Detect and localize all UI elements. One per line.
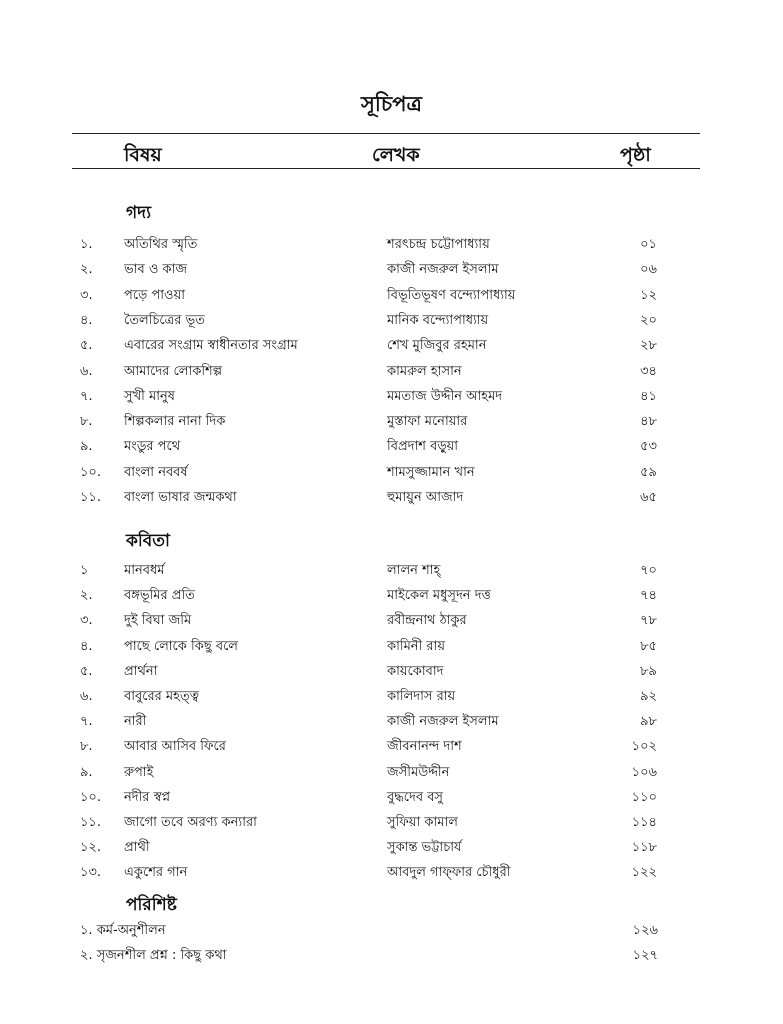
entry-page: ১১৪	[631, 815, 657, 830]
entry-author: কাজী নজরুল ইসলাম	[387, 714, 499, 730]
appendix-label: ১. কর্ম-অনুশীলন	[80, 923, 166, 938]
entry-author: লালন শাহ্	[387, 563, 441, 578]
appendix-page: ১২৭	[632, 948, 658, 963]
entry-number: ৪.	[80, 312, 93, 328]
entry-number: ৯.	[80, 764, 93, 780]
entry-title: একুশের গান	[124, 865, 188, 881]
entry-number: ১০.	[80, 464, 102, 480]
entry-title: আবার আসিব ফিরে	[124, 739, 226, 755]
entry-number: ১১.	[80, 815, 102, 830]
toc-row	[0, 311, 783, 333]
entry-title: মংডুর পথে	[124, 439, 181, 455]
toc-row	[0, 387, 783, 409]
entry-number: ২.	[80, 588, 93, 604]
toc-row	[0, 336, 783, 358]
entry-author: হুমায়ুন আজাদ	[387, 490, 464, 505]
toc-row	[0, 362, 783, 384]
entry-title: বাংলা ভাষার জন্মকথা	[124, 490, 237, 505]
entry-author: কামিনী রায়	[387, 638, 445, 654]
entry-author: শেখ মুজিবুর রহমান	[387, 338, 487, 354]
appendix-label: ২. সৃজনশীল প্রশ্ন : কিছু কথা	[80, 948, 227, 963]
page-title: সূচিপত্র	[361, 92, 422, 116]
entry-page: ২৮	[640, 338, 657, 354]
toc-row	[0, 286, 783, 308]
header-top-rule	[72, 133, 700, 134]
entry-author: কামরুল হাসান	[387, 363, 462, 379]
entry-number: ৬.	[80, 689, 93, 704]
section-heading-appendix: পরিশিষ্ট	[126, 895, 177, 915]
entry-page: ৯২	[640, 689, 657, 704]
entry-title: প্রার্থনা	[124, 663, 158, 679]
entry-page: ৭০	[640, 563, 657, 578]
entry-title: অতিথির স্মৃতি	[124, 237, 198, 252]
entry-page: ১২	[640, 287, 657, 303]
entry-number: ৭.	[80, 388, 93, 404]
entry-author: কালিদাস রায়	[387, 689, 456, 704]
section-heading-prose: গদ্য	[126, 203, 152, 223]
toc-row	[0, 260, 783, 282]
entry-author: কাজী নজরুল ইসলাম	[387, 262, 499, 278]
entry-number: ৮.	[80, 739, 93, 755]
entry-title: বাবুরের মহত্ত্ব	[124, 689, 199, 704]
entry-page: ৪৮	[640, 414, 657, 430]
entry-number: ৫.	[80, 663, 93, 679]
toc-row	[0, 437, 783, 459]
entry-number: ৪.	[80, 638, 93, 654]
entry-author: আবদুল গাফ্‌ফার চৌধুরী	[387, 865, 511, 881]
entry-number: ১২.	[80, 840, 102, 856]
toc-row	[0, 838, 783, 860]
entry-page: ১১৮	[631, 840, 657, 856]
toc-row	[0, 586, 783, 608]
toc-row	[0, 412, 783, 434]
toc-row	[0, 863, 783, 885]
header-subject: বিষয়	[124, 144, 162, 166]
entry-author: মানিক বন্দ্যোপাধ্যায়	[387, 312, 489, 328]
entry-page: ৫৯	[640, 464, 657, 480]
entry-page: ০১	[640, 237, 657, 252]
entry-title: আমাদের লোকশিল্প	[124, 363, 223, 379]
entry-title: জাগো তবে অরণ্য কন্যারা	[124, 815, 257, 830]
entry-number: ৬.	[80, 363, 93, 379]
entry-page: ১২২	[631, 865, 657, 881]
toc-row	[0, 813, 783, 835]
entry-author: মমতাজ উদ্দীন আহমদ	[387, 388, 503, 404]
entry-page: ১০২	[631, 739, 657, 755]
toc-row	[0, 611, 783, 633]
entry-page: ২০	[640, 312, 657, 328]
entry-title: রুপাই	[124, 764, 154, 780]
entry-title: এবারের সংগ্রাম স্বাধীনতার সংগ্রাম	[124, 338, 298, 354]
toc-row	[0, 737, 783, 759]
entry-title: নারী	[124, 714, 147, 730]
entry-number: ৫.	[80, 338, 93, 354]
entry-number: ৩.	[80, 613, 93, 629]
entry-title: মানবধর্ম	[124, 563, 165, 578]
entry-title: নদীর স্বপ্ন	[124, 789, 171, 805]
entry-page: ৪১	[640, 388, 657, 404]
entry-page: ০৬	[640, 262, 657, 278]
entry-title: বঙ্গভূমির প্রতি	[124, 588, 195, 604]
entry-author: মুস্তাফা মনোয়ার	[387, 414, 468, 430]
entry-page: ৭৮	[640, 613, 657, 629]
toc-row	[0, 662, 783, 684]
entry-page: ৬৫	[640, 490, 657, 505]
toc-row	[0, 235, 783, 257]
entry-author: মাইকেল মধুসূদন দত্ত	[387, 588, 491, 604]
entry-page: ১১০	[631, 789, 657, 805]
entry-title: পড়ে পাওয়া	[124, 287, 186, 303]
toc-row	[0, 561, 783, 583]
entry-author: কায়কোবাদ	[387, 663, 444, 679]
entry-number: ১	[80, 563, 89, 578]
entry-author: জীবনানন্দ দাশ	[387, 739, 462, 755]
entry-title: দুই বিঘা জমি	[124, 613, 192, 629]
appendix-row	[80, 946, 658, 968]
entry-title: তৈলচিত্রের ভূত	[124, 312, 205, 328]
entry-page: ১০৬	[631, 764, 657, 780]
toc-row	[0, 788, 783, 810]
entry-number: ২.	[80, 262, 93, 278]
entry-number: ৭.	[80, 714, 93, 730]
entry-author: সুকান্ত ভট্টাচার্য	[387, 840, 462, 856]
entry-title: শিল্পকলার নানা দিক	[124, 414, 226, 430]
header-page: পৃষ্ঠা	[620, 144, 651, 166]
header-bottom-rule	[72, 168, 700, 169]
entry-number: ১১.	[80, 490, 102, 505]
entry-number: ৮.	[80, 414, 93, 430]
appendix-page: ১২৬	[632, 923, 658, 938]
toc-row	[0, 637, 783, 659]
entry-title: পাছে লোকে কিছু বলে	[124, 638, 238, 654]
entry-title: সুখী মানুষ	[124, 388, 175, 404]
appendix-row	[80, 921, 658, 943]
entry-page: ৩৪	[640, 363, 657, 379]
entry-title: বাংলা নববর্ষ	[124, 464, 188, 480]
entry-number: ৩.	[80, 287, 93, 303]
entry-author: শামসুজ্জামান খান	[387, 464, 475, 480]
toc-row	[0, 763, 783, 785]
entry-page: ৫৩	[640, 439, 657, 455]
entry-title: প্রাথী	[124, 840, 150, 856]
entry-author: বিপ্রদাশ বড়ুয়া	[387, 439, 459, 455]
header-author: লেখক	[372, 144, 420, 166]
toc-row	[0, 712, 783, 734]
toc-row	[0, 463, 783, 485]
toc-row	[0, 687, 783, 709]
entry-page: ৮৫	[640, 638, 657, 654]
entry-page: ৭৪	[640, 588, 657, 604]
section-heading-poetry: কবিতা	[126, 531, 170, 551]
entry-author: রবীন্দ্রনাথ ঠাকুর	[387, 613, 467, 629]
entry-number: ৯.	[80, 439, 93, 455]
toc-row	[0, 488, 783, 510]
entry-number: ১.	[80, 237, 93, 252]
entry-author: সুফিয়া কামাল	[387, 815, 458, 830]
entry-number: ১০.	[80, 789, 102, 805]
entry-author: শরৎচন্দ্র চট্টোপাধ্যায়	[387, 237, 490, 252]
entry-number: ১৩.	[80, 865, 102, 881]
entry-author: জসীমউদ্দীন	[387, 764, 450, 780]
entry-author: বিভূতিভূষণ বন্দ্যোপাধ্যায়	[387, 287, 516, 303]
entry-author: বুদ্ধদেব বসু	[387, 789, 444, 805]
entry-page: ৯৮	[640, 714, 657, 730]
entry-page: ৮৯	[640, 663, 657, 679]
entry-title: ভাব ও কাজ	[124, 262, 188, 278]
